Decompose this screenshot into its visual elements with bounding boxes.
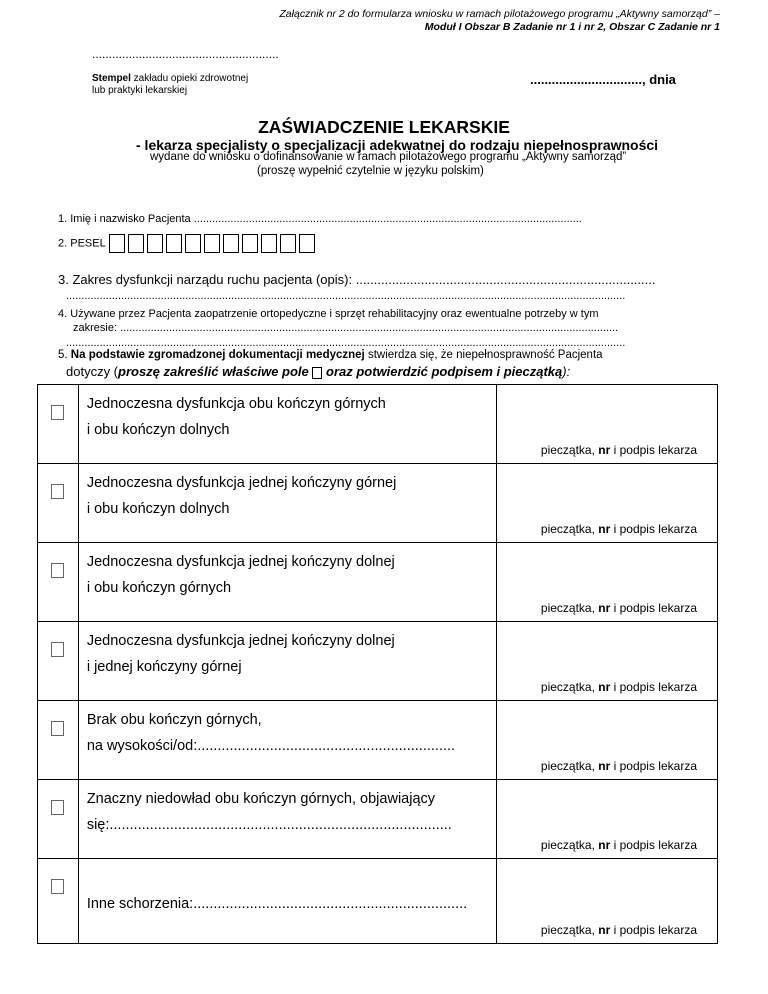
checkbox-cell [38,464,79,543]
q4-equipment: 4. Używane przez Pacjenta zaopatrzenie ortopedyczne i sprzęt rehabilitacyjny oraz ewentualne potrzeby w tym [58,308,599,320]
q4-line3[interactable]: ....................................................................................................................................................................................... [66,337,626,349]
signature-cell[interactable] [496,464,718,543]
signature-cell[interactable] [496,780,718,859]
description-cell [78,701,496,780]
description-cell [78,543,496,622]
description-line1: Brak obu kończyn górnych, [86,712,262,728]
note-line1: wydane do wniosku o dofinansowanie w ramach pilotażowego programu „Aktywny samorząd” [150,151,627,163]
description-cell [78,385,496,464]
description-line2: i obu kończyn dolnych [86,422,230,438]
signature-cell[interactable] [496,622,718,701]
description-line1: Znaczny niedowład obu kończyn górnych, objawiający [86,791,436,807]
header-annex [279,8,720,34]
checkbox[interactable] [51,642,64,657]
checkbox-cell [38,780,79,859]
pesel-boxes[interactable] [109,237,318,249]
description-cell [78,780,496,859]
description-line2: i obu kończyn dolnych [86,501,230,517]
signature-cell[interactable] [496,543,718,622]
description-line1: Jednoczesna dysfunkcja jednej kończyny dolnej [86,554,395,570]
table-row [38,859,718,944]
stamp-signature-label: pieczątka, nr i podpis lekarza [540,923,697,937]
checkbox[interactable] [51,800,64,815]
date-field[interactable]: ..............................., dnia [530,72,676,87]
header-line1: Załącznik nr 2 do formularza wniosku w ramach pilotażowego programu „Aktywny samorząd” – [279,8,720,20]
signature-cell[interactable] [496,859,718,944]
stamp-signature-label: pieczątka, nr i podpis lekarza [540,443,697,457]
table-row [38,701,718,780]
table-row [38,385,718,464]
checkbox[interactable] [51,405,64,420]
stamp-signature-label: pieczątka, nr i podpis lekarza [540,522,697,536]
disability-table [37,384,718,944]
description-cell [78,859,496,944]
stamp-label: Stempel zakładu opieki zdrowotnej lub praktyki lekarskiej [92,73,249,96]
description-line1: Jednoczesna dysfunkcja jednej kończyny górnej [86,475,397,491]
description-line1: Jednoczesna dysfunkcja jednej kończyny dolnej [86,633,395,649]
stamp-dots: ........................................................ [92,47,279,61]
table-row [38,464,718,543]
description-line2[interactable]: na wysokości/od:................................................................ [86,738,456,754]
q2-pesel[interactable]: 2. PESEL [58,234,318,253]
table-row [38,543,718,622]
checkbox-cell [38,543,79,622]
document-title: ZAŚWIADCZENIE LEKARSKIE [258,117,510,137]
stamp-signature-label: pieczątka, nr i podpis lekarza [540,838,697,852]
description-cell [78,464,496,543]
q3-line2[interactable]: ....................................................................................................................................................................................... [66,290,626,302]
checkbox[interactable] [51,721,64,736]
description-line1: Jednoczesna dysfunkcja obu kończyn górnych [86,396,386,412]
description-line1 [87,865,496,891]
checkbox-cell [38,622,79,701]
note-line2: (proszę wypełnić czytelnie w języku polskim) [257,165,484,177]
document-subtitle: - lekarza specjalisty o specjalizacji adekwatnej do rodzaju niepełnosprawności [136,137,659,153]
q3-dysfunction[interactable]: 3. Zakres dysfunkcji narządu ruchu pacjenta (opis): ................................................................................... [58,272,656,287]
description-line2[interactable]: Inne schorzenia:.................................................................... [86,896,468,912]
checkbox-cell [38,385,79,464]
q4-line2[interactable]: zakresie: ................................................................................................................................................................... [73,322,619,334]
q1-patient-name[interactable]: 1. Imię i nazwisko Pacjenta ............................................................................................................................... [58,213,582,225]
checkbox-cell [38,859,79,944]
stamp-signature-label: pieczątka, nr i podpis lekarza [540,680,697,694]
description-line2: i jednej kończyny górnej [86,659,242,675]
description-line2: i obu kończyn górnych [86,580,232,596]
checkbox[interactable] [51,563,64,578]
signature-cell[interactable] [496,701,718,780]
signature-cell[interactable] [496,385,718,464]
description-line2[interactable]: się:..................................................................................... [86,817,452,833]
checkbox-cell [38,701,79,780]
checkbox[interactable] [51,484,64,499]
table-row [38,780,718,859]
q5-instruction: dotyczy (proszę zakreślić właściwe pole oraz potwierdzić podpisem i pieczątką): [66,364,571,379]
square-icon [312,367,322,379]
stamp-signature-label: pieczątka, nr i podpis lekarza [540,601,697,615]
header-line2: Moduł I Obszar B Zadanie nr 1 i nr 2, Obszar C Zadanie nr 1 [424,21,720,33]
stamp-signature-label: pieczątka, nr i podpis lekarza [540,759,697,773]
description-cell [78,622,496,701]
table-row [38,622,718,701]
checkbox[interactable] [51,879,64,894]
q5-statement: 5. Na podstawie zgromadzonej dokumentacji medycznej stwierdza się, że niepełnosprawność Pacjenta [58,349,603,361]
